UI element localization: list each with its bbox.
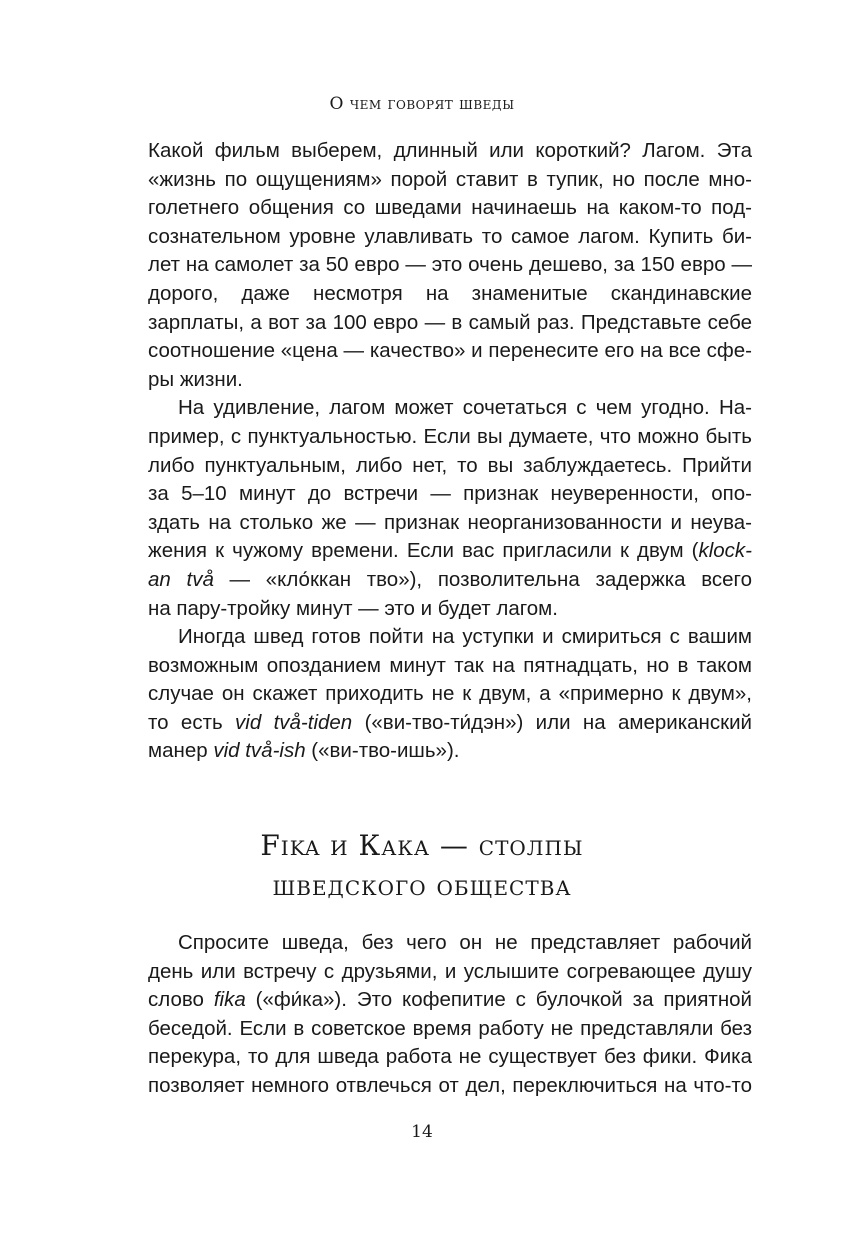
- swedish-term: vid två-ish: [213, 739, 306, 763]
- text-line: ры жизни.: [148, 367, 243, 391]
- text-line: голетнего общения со шведами начинаешь на каком-то под-: [148, 196, 752, 220]
- text-line: здать на столько же — признак неорганизованности и неува-: [148, 510, 752, 534]
- text-line: либо пунктуальным, либо нет, то вы заблуждаетесь. Прийти: [148, 453, 752, 477]
- text-line: [148, 537, 752, 566]
- text-line: [148, 709, 752, 738]
- text-line: зарплаты, а вот за 100 евро — в самый раз. Представьте себе: [148, 310, 752, 334]
- text-run: («ви-тво-ти́дэн») или на американский: [352, 710, 752, 734]
- text-line: перекура, то для шведа работа не существует без фики. Фика: [148, 1045, 752, 1069]
- body-text-bottom: [148, 929, 752, 1101]
- text-line: за 5–10 минут до встречи — признак неуверенности, опо-: [148, 482, 752, 506]
- text-line: дорого, даже несмотря на знаменитые скандинавские: [148, 281, 752, 305]
- section-heading: [0, 826, 844, 906]
- paragraph-4: [148, 929, 752, 1101]
- text-line: возможным опозданием минут так на пятнадцать, но в таком: [148, 653, 752, 677]
- text-line: [148, 986, 752, 1015]
- text-line: день или встречу с друзьями, и услышите согревающее душу: [148, 959, 752, 983]
- text-line: Иногда швед готов пойти на уступки и смириться с вашим: [178, 625, 752, 649]
- paragraph-2: [148, 394, 752, 623]
- text-line: пример, с пунктуальностью. Если вы думаете, что можно быть: [148, 424, 752, 448]
- text-line: позволяет немного отвлечься от дел, переключиться на что-то: [148, 1073, 752, 1097]
- swedish-term: vid två-tiden: [235, 710, 353, 734]
- text-line: Какой фильм выберем, длинный или короткий? Лагом. Эта: [148, 139, 752, 162]
- text-line: «жизнь по ощущениям» порой ставит в тупик, но после мно-: [148, 167, 752, 191]
- body-text-top: [148, 137, 752, 766]
- text-line: [148, 566, 752, 595]
- text-line: Спросите шведа, без чего он не представляет рабочий: [178, 931, 752, 954]
- swedish-term: an två: [148, 567, 214, 591]
- text-run: («ви-тво-ишь»).: [305, 739, 460, 763]
- text-line: сознательном уровне улавливать то самое лагом. Купить би-: [148, 224, 752, 248]
- text-run: — «кло́ккан тво»), позволительна задержка всего: [213, 567, 752, 591]
- text-run: жения к чужому времени. Если вас пригласили к двум (: [148, 539, 699, 563]
- heading-line-1: Fika и Кака — столпы: [260, 829, 584, 862]
- paragraph-3: [148, 623, 752, 766]
- text-run: слово: [148, 988, 214, 1012]
- text-line: соотношение «цена — качество» и перенесите его на все сфе-: [148, 339, 752, 363]
- text-line: На удивление, лагом может сочетаться с чем угодно. На-: [178, 396, 752, 420]
- page-number: 14: [411, 1122, 433, 1142]
- text-run: манер: [148, 739, 214, 763]
- text-line: [148, 737, 752, 766]
- heading-line-2: шведского общества: [272, 869, 572, 902]
- text-line: на пару-тройку минут — это и будет лагом.: [148, 596, 558, 620]
- text-run: («фи́ка»). Это кофепитие с булочкой за приятной: [245, 988, 752, 1012]
- paragraph-1: [148, 137, 752, 394]
- text-line: случае он скажет приходить не к двум, а «примерно к двум»,: [148, 682, 752, 706]
- text-line: лет на самолет за 50 евро — это очень дешево, за 150 евро —: [148, 253, 752, 277]
- swedish-term: klock-: [698, 539, 752, 563]
- swedish-term: fika: [213, 988, 246, 1012]
- text-line: беседой. Если в советское время работу не представляли без: [148, 1016, 752, 1040]
- running-head: О чем говорят шведы: [329, 94, 515, 114]
- text-run: то есть: [148, 710, 236, 734]
